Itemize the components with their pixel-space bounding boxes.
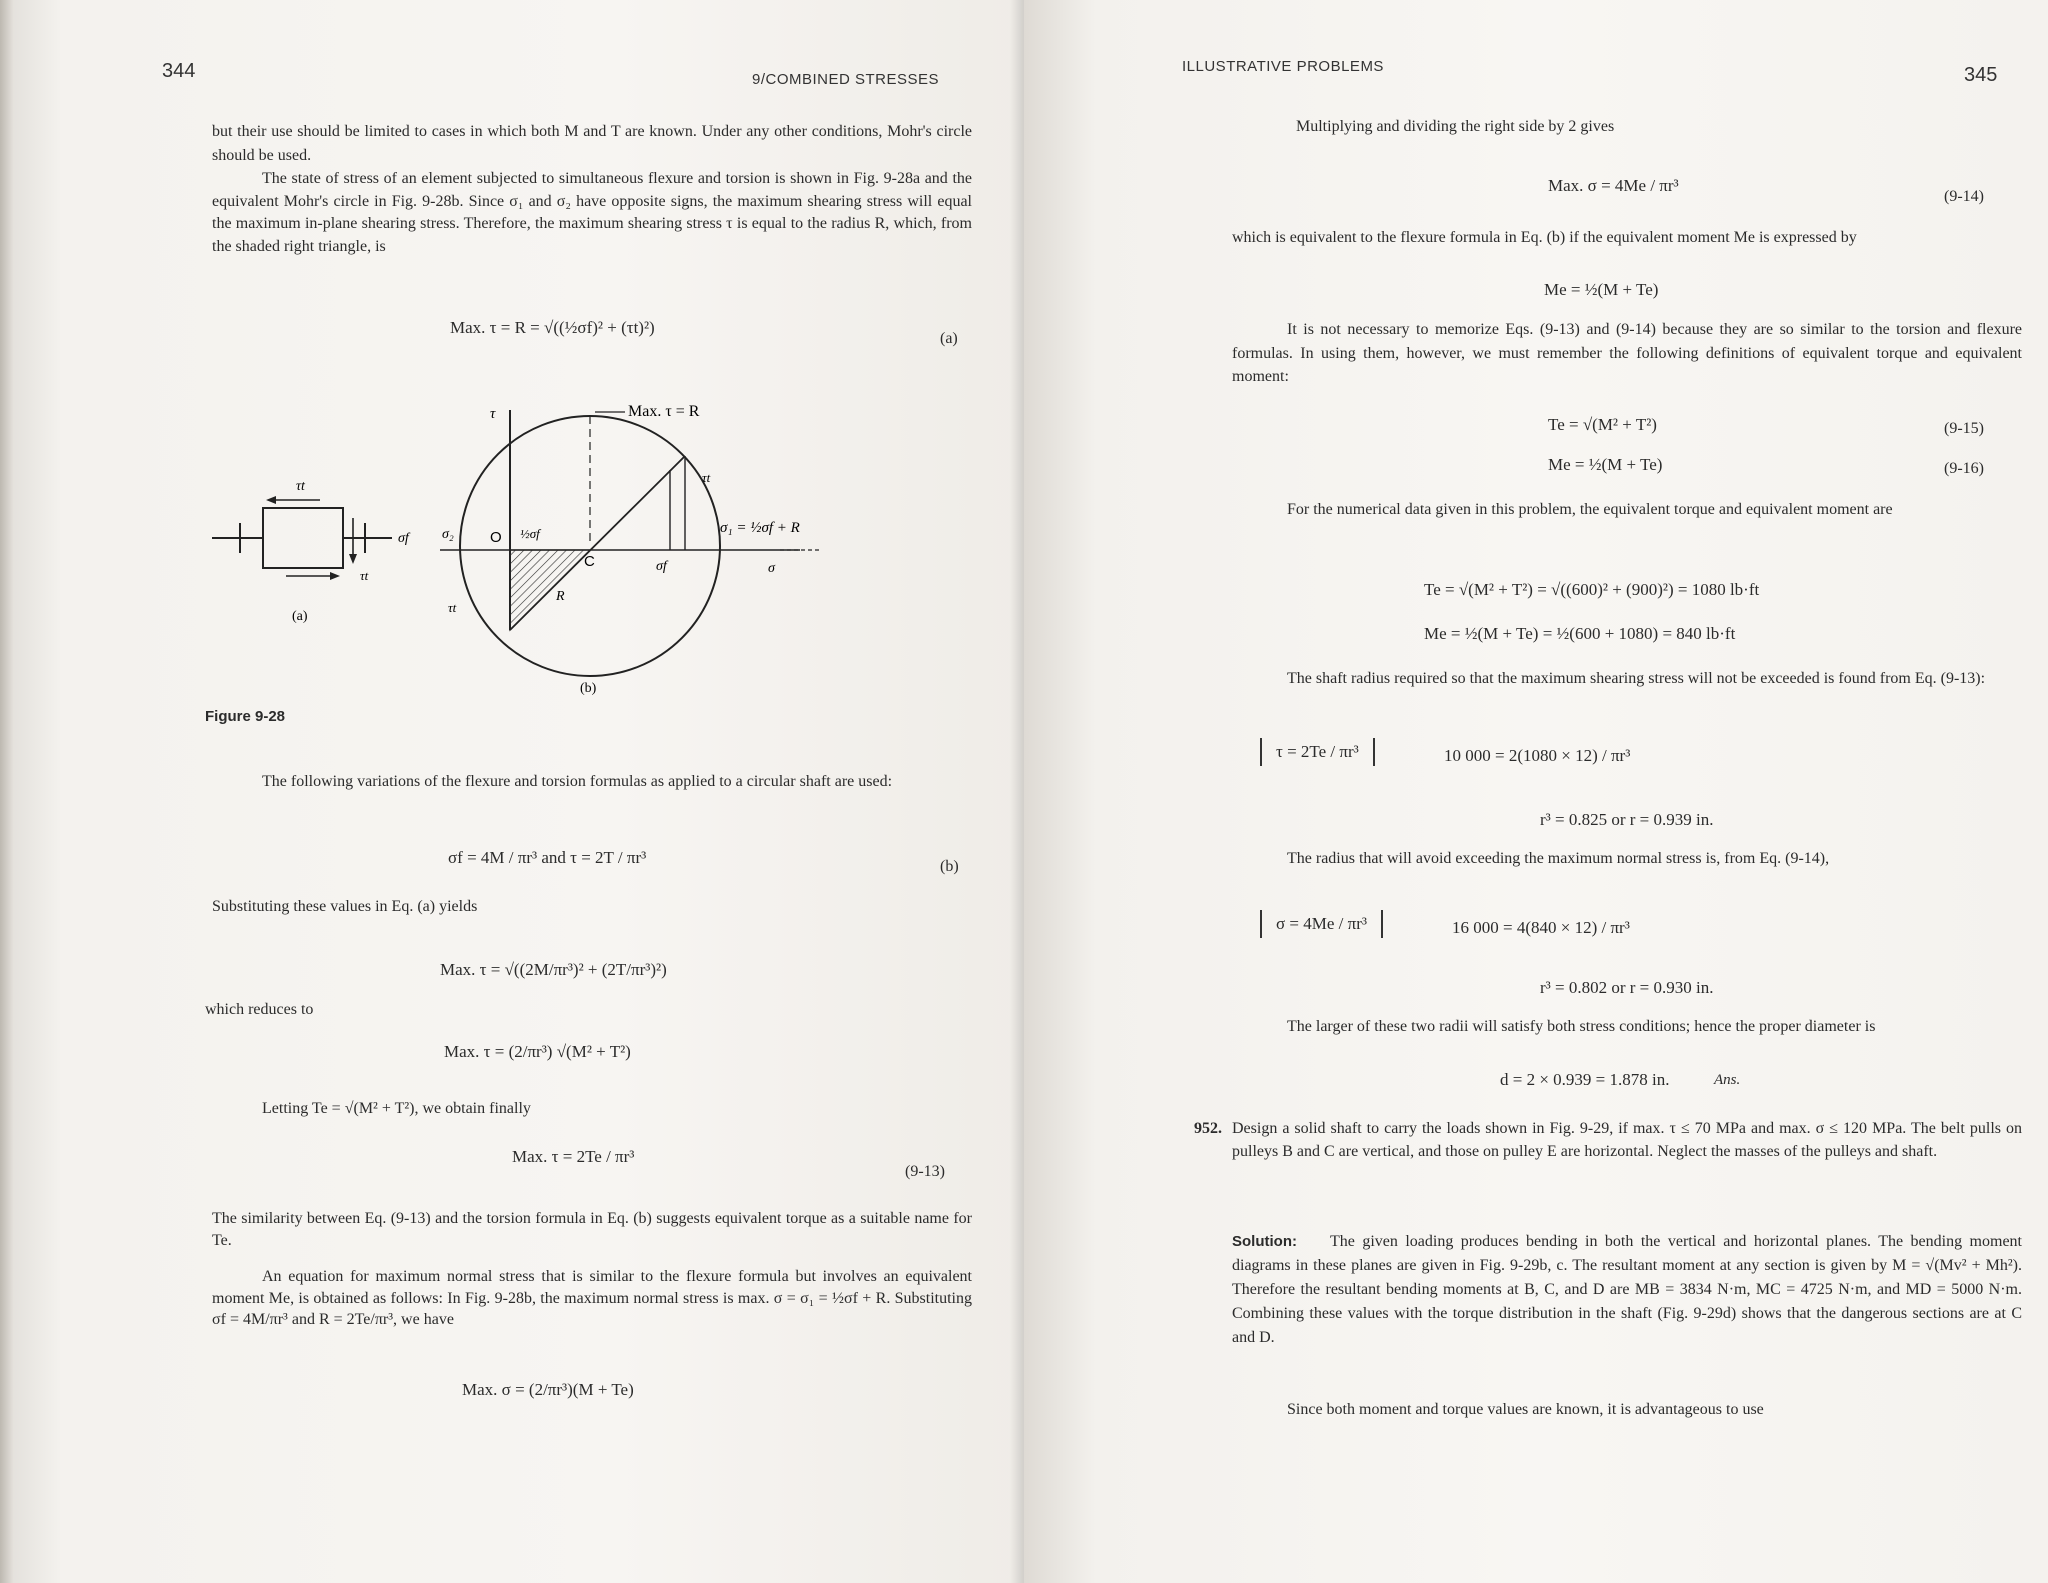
figure-9-28: [200, 390, 880, 700]
paragraph: which reduces to: [205, 1001, 314, 1018]
equation-9-14: Max. σ = 4Me / πr³: [1548, 176, 1679, 195]
paragraph: Substituting these values in Eq. (a) yields: [212, 898, 478, 915]
sigma2-label: σ₂: [442, 527, 454, 542]
running-head-right: ILLUSTRATIVE PROBLEMS: [1182, 58, 1384, 75]
equation-label: (9-14): [1944, 188, 1984, 205]
page-number-left: 344: [162, 60, 196, 82]
equation-d: Max. τ = (2/πr³) √(M² + T²): [444, 1042, 631, 1061]
paragraph: The state of stress of an element subjected to simultaneous flexure and torsion is shown in Fig. 9-28a and the equivalent Mohr's circle in Fig. 9-28b. Since σ₁ and σ₂ have opposite signs, the maximum shearing stress will equal the maximum in-plane shearing stress. Therefore, the maximum shearing stress τ is equal to the radius R, which, from the shaded right triangle, is: [212, 170, 972, 256]
equation-9-13: Max. τ = 2Te / πr³: [512, 1147, 635, 1166]
equation-label: (b): [940, 858, 959, 875]
calc-te: Te = √(M² + T²) = √((600)² + (900)²) = 1080 lb·ft: [1424, 580, 1760, 599]
sigma-f-label: σf: [398, 531, 409, 546]
problem-statement: Design a solid shaft to carry the loads shown in Fig. 9-29, if max. τ ≤ 70 MPa and max. σ ≤ 120 MPa. The belt pulls on pulleys B and C are vertical, and those on pulley E are horizontal. Neglect the masses of the pulleys and shaft.: [1232, 1120, 2022, 1161]
figure-caption: Figure 9-28: [205, 708, 286, 725]
running-head-left: 9/COMBINED STRESSES: [752, 71, 940, 88]
problem-number: 952.: [1194, 1120, 1222, 1137]
figure-label-b: (b): [580, 681, 597, 696]
formula-box: τ = 2Te / πr³: [1260, 738, 1375, 766]
equation-c: Max. τ = √((2M/πr³)² + (2T/πr³)²): [440, 960, 667, 979]
paragraph: The shaft radius required so that the maximum shearing stress will not be exceeded is found from Eq. (9-13):: [1287, 670, 1986, 687]
paragraph: The similarity between Eq. (9-13) and the torsion formula in Eq. (b) suggests equivalent torque as a suitable name for Te.: [212, 1210, 972, 1250]
page-edge: [0, 0, 14, 1583]
equation-e: Max. σ = (2/πr³)(M + Te): [462, 1380, 634, 1399]
calc-shear: 10 000 = 2(1080 × 12) / πr³: [1444, 746, 1631, 765]
paragraph: Since both moment and torque values are known, it is advantageous to use: [1287, 1401, 1764, 1418]
result-shear: r³ = 0.825 or r = 0.939 in.: [1540, 810, 1714, 829]
book-gutter: [1010, 0, 1024, 1583]
paragraph: Letting Te = √(M² + T²), we obtain finally: [262, 1100, 531, 1117]
figure-label-a: (a): [292, 609, 308, 624]
equation-me: Me = ½(M + Te): [1544, 280, 1659, 299]
tau-t-label: τt: [360, 568, 369, 583]
equation-9-16: Me = ½(M + Te): [1548, 455, 1663, 474]
page-number-right: 345: [1964, 64, 1998, 86]
half-sigma-f-label: ½σf: [520, 526, 540, 541]
result-normal: r³ = 0.802 or r = 0.930 in.: [1540, 978, 1714, 997]
sigma1-label: σ₁ = ½σf + R: [720, 520, 800, 536]
origin-label: O: [490, 529, 502, 546]
radius-label: R: [556, 589, 565, 604]
solution-label: Solution:: [1232, 1233, 1297, 1250]
paragraph: An equation for maximum normal stress that is similar to the flexure formula but involves an equivalent moment Me, is obtained as follows: In Fig. 9-28b, the maximum normal stress is max. σ = σ₁ = ½σf + R. Substituting σf = 4M/πr³ and R = 2Te/πr³, we have: [212, 1268, 972, 1329]
tau-t-label: τt: [702, 470, 711, 485]
paragraph: The larger of these two radii will satisfy both stress conditions; hence the proper diameter is: [1287, 1018, 1876, 1035]
equation-label: (9-13): [905, 1163, 945, 1180]
paragraph: The radius that will avoid exceeding the maximum normal stress is, from Eq. (9-14),: [1287, 850, 1830, 867]
paragraph: The following variations of the flexure and torsion formulas as applied to a circular shaft are used:: [262, 773, 893, 790]
center-label: C: [584, 553, 595, 570]
paragraph: which is equivalent to the flexure formula in Eq. (b) if the equivalent moment Me is expressed by: [1232, 229, 1857, 246]
sigma-axis-label: σ: [768, 561, 775, 576]
max-tau-label: Max. τ = R: [628, 403, 700, 420]
calc-normal: 16 000 = 4(840 × 12) / πr³: [1452, 918, 1630, 937]
equation-label: (9-16): [1944, 460, 1984, 477]
answer-label: Ans.: [1714, 1072, 1741, 1088]
paragraph: It is not necessary to memorize Eqs. (9-13) and (9-14) because they are so similar to the torsion and flexure formulas. In using them, however, we must remember the following definitions of equivalent torque and equivalent moment:: [1232, 321, 2022, 386]
diameter-result: d = 2 × 0.939 = 1.878 in.: [1500, 1070, 1670, 1089]
paragraph: Multiplying and dividing the right side by 2 gives: [1296, 118, 1615, 135]
equation-label: (9-15): [1944, 420, 1984, 437]
right-page: [1024, 0, 2048, 1583]
paragraph: but their use should be limited to cases in which both M and T are known. Under any other conditions, Mohr's circle should be used.: [212, 123, 972, 164]
solution-text: The given loading produces bending in both the vertical and horizontal planes. The bending moment diagrams in these planes are given in Fig. 9-29b, c. The resultant moment at any section is given by M = √(Mv² + Mh²). Therefore the resultant bending moments at B, C, and D are MB = 3834 N·m, MC = 4725 N·m, and MD = 5000 N·m. Combining these values with the torque distribution in the shaft (Fig. 9-29d) shows that the dangerous sections are at C and D.: [1232, 1233, 2022, 1346]
paragraph: For the numerical data given in this problem, the equivalent torque and equivalent moment are: [1287, 501, 1893, 518]
tau-t-label: τt: [296, 479, 305, 494]
tau-t-label: τt: [448, 600, 457, 615]
calc-me: Me = ½(M + Te) = ½(600 + 1080) = 840 lb·ft: [1424, 624, 1736, 643]
equation-label: (a): [940, 330, 958, 347]
equation-9-15: Te = √(M² + T²): [1548, 415, 1657, 434]
equation-a: Max. τ = R = √((½σf)² + (τt)²): [450, 318, 655, 337]
formula-box: σ = 4Me / πr³: [1260, 910, 1383, 938]
equation-b: σf = 4M / πr³ and τ = 2T / πr³: [448, 848, 647, 867]
sigma-f-label: σf: [656, 559, 667, 574]
tau-axis-label: τ: [490, 406, 496, 422]
